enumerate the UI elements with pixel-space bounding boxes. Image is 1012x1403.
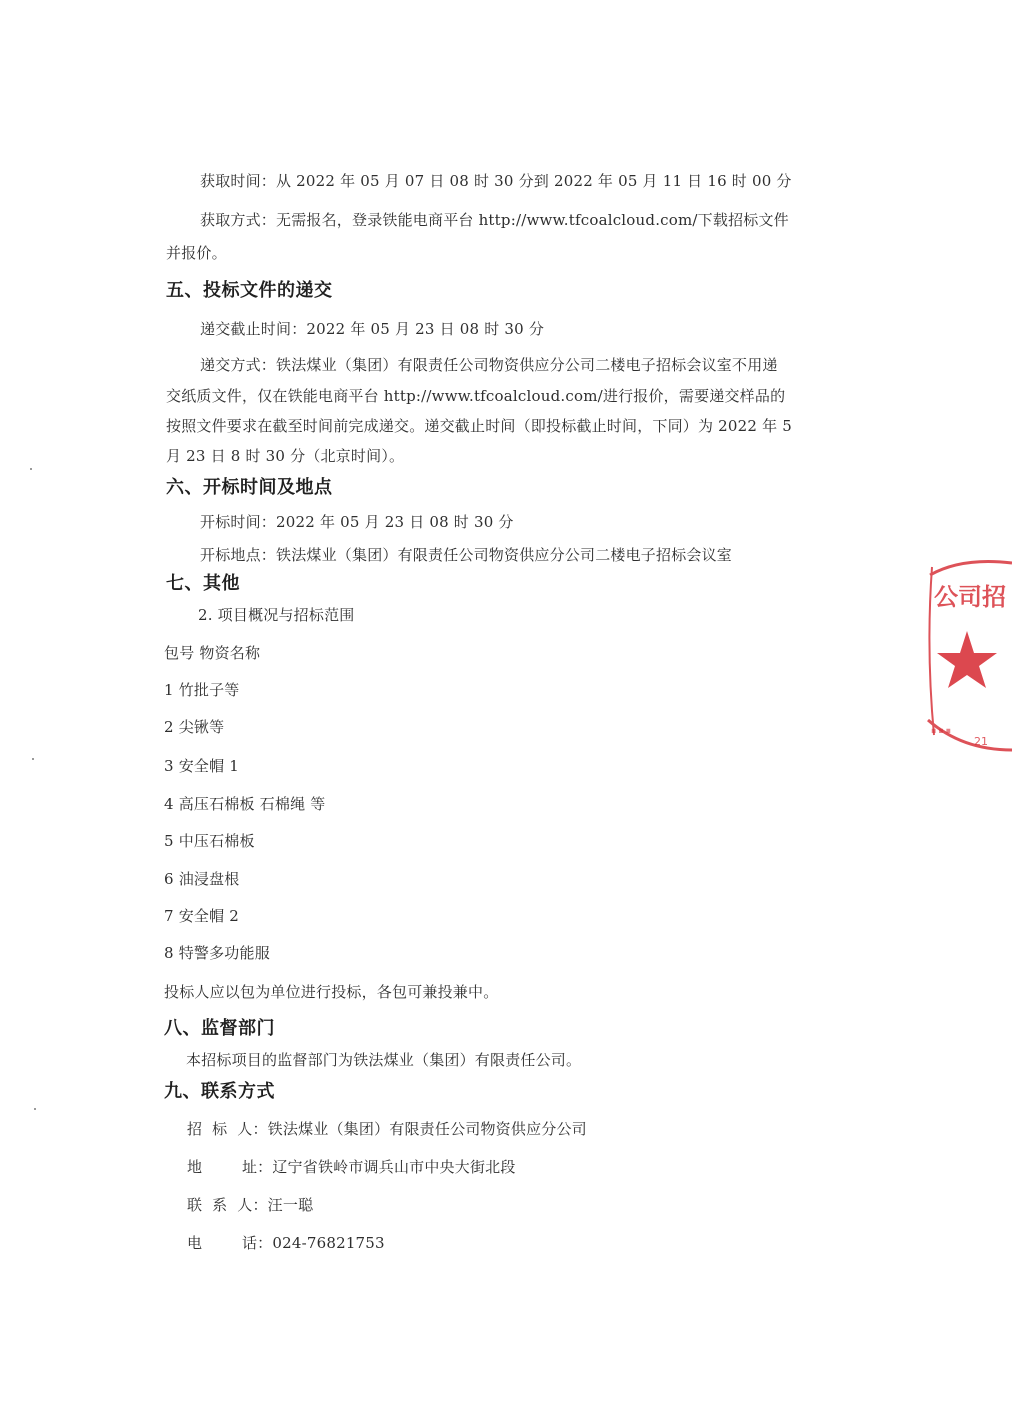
obtain-time: 获取时间：从 2022 年 05 月 07 日 08 时 30 分到 2022 年 05 月 11 日 16 时 00 分 bbox=[200, 172, 792, 190]
package-item: 5 中压石棉板 bbox=[164, 832, 255, 850]
section-seven-heading: 七、其他 bbox=[166, 573, 240, 594]
submission-method-line4: 月 23 日 8 时 30 分（北京时间）。 bbox=[166, 447, 405, 465]
package-item: 8 特警多功能服 bbox=[164, 944, 270, 962]
scan-speck bbox=[34, 1108, 36, 1110]
opening-time: 开标时间：2022 年 05 月 23 日 08 时 30 分 bbox=[200, 513, 514, 531]
contact-person: 联 系 人：汪一聪 bbox=[187, 1196, 314, 1214]
obtain-method-line1: 获取方式：无需报名，登录铁能电商平台 http://www.tfcoalcloud.com/下载招标文件 bbox=[200, 211, 789, 229]
contact-tenderer: 招 标 人：铁法煤业（集团）有限责任公司物资供应分公司 bbox=[187, 1120, 587, 1138]
package-item: 1 竹批子等 bbox=[164, 681, 240, 699]
seal-star-icon bbox=[937, 631, 997, 688]
project-overview-subheading: 2. 项目概况与招标范围 bbox=[198, 606, 355, 624]
contact-address: 地 址：辽宁省铁岭市调兵山市中央大街北段 bbox=[187, 1158, 516, 1176]
contact-phone: 电 话：024-76821753 bbox=[187, 1234, 385, 1252]
opening-place: 开标地点：铁法煤业（集团）有限责任公司物资供应分公司二楼电子招标会议室 bbox=[200, 546, 733, 564]
package-item: 6 油浸盘根 bbox=[164, 870, 240, 888]
scan-speck bbox=[32, 758, 34, 760]
company-seal-stamp bbox=[922, 545, 1012, 775]
bidding-note: 投标人应以包为单位进行投标，各包可兼投兼中。 bbox=[164, 983, 499, 1001]
submission-method-line3: 按照文件要求在截至时间前完成递交。递交截止时间（即投标截止时间，下同）为 2022 年 5 bbox=[166, 417, 793, 435]
supervision-text: 本招标项目的监督部门为铁法煤业（集团）有限责任公司。 bbox=[186, 1051, 582, 1069]
package-item: 2 尖锹等 bbox=[164, 718, 225, 736]
section-eight-heading: 八、监督部门 bbox=[164, 1018, 275, 1039]
package-item: 3 安全帽 1 bbox=[164, 757, 240, 775]
package-item: 7 安全帽 2 bbox=[164, 907, 240, 925]
section-five-heading: 五、投标文件的递交 bbox=[166, 280, 333, 301]
seal-text-bottom: 21 bbox=[974, 735, 988, 748]
seal-text-top: 公司招 bbox=[934, 583, 1006, 611]
scan-speck bbox=[30, 468, 32, 470]
obtain-method-line2: 并报价。 bbox=[166, 244, 227, 262]
submission-deadline: 递交截止时间：2022 年 05 月 23 日 08 时 30 分 bbox=[200, 320, 545, 338]
submission-method-line1: 递交方式：铁法煤业（集团）有限责任公司物资供应分公司二楼电子招标会议室不用递 bbox=[200, 356, 778, 374]
package-table-header: 包号 物资名称 bbox=[164, 644, 261, 662]
section-nine-heading: 九、联系方式 bbox=[164, 1081, 275, 1102]
package-item: 4 高压石棉板 石棉绳 等 bbox=[164, 795, 326, 813]
seal-text-bottom-left: … bbox=[930, 714, 952, 739]
submission-method-line2: 交纸质文件，仅在铁能电商平台 http://www.tfcoalcloud.com/进行报价，需要递交样品的 bbox=[166, 387, 786, 405]
section-six-heading: 六、开标时间及地点 bbox=[166, 477, 333, 498]
